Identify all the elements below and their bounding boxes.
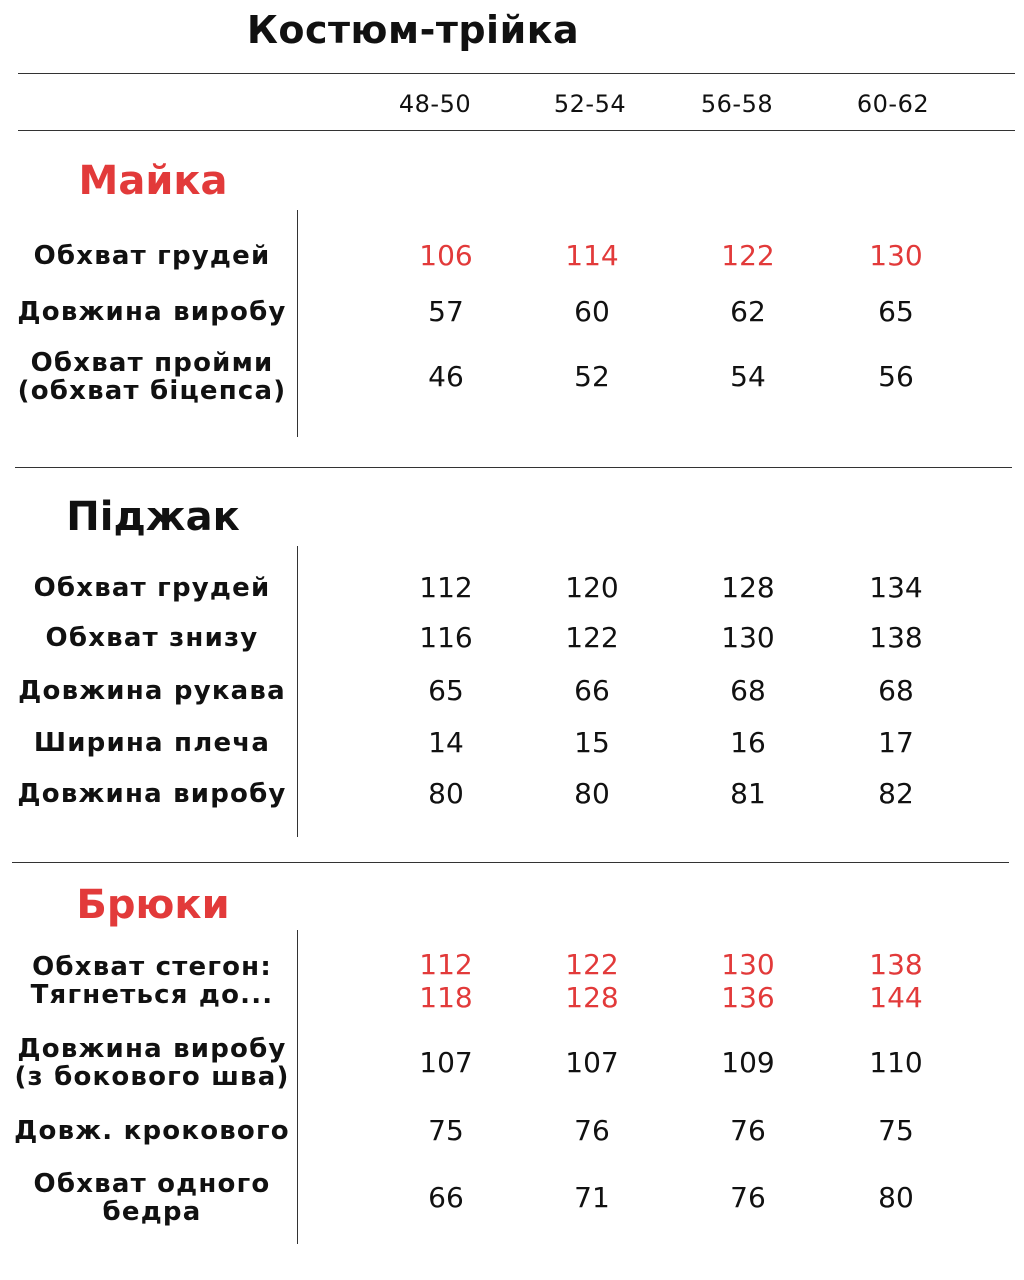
value-cell: [683, 622, 813, 654]
value-cell: [683, 948, 813, 1014]
value-cell: [683, 572, 813, 604]
value: 14: [428, 726, 464, 759]
value: 76: [730, 1114, 766, 1147]
value-cell: [831, 1182, 961, 1214]
row-label: [10, 953, 294, 1009]
value: 57: [428, 295, 464, 328]
value-cell: [683, 240, 813, 272]
vertical-divider: [297, 930, 298, 1244]
value: 80: [878, 1181, 914, 1214]
value: 17: [878, 726, 914, 759]
row-label-line: Ширина плеча: [33, 728, 271, 758]
value: 120: [565, 571, 619, 604]
value-max: 128: [565, 981, 619, 1014]
value: 134: [869, 571, 923, 604]
value-cell: [831, 1115, 961, 1147]
value: 106: [419, 239, 473, 272]
value: 66: [428, 1181, 464, 1214]
value-cell: [527, 622, 657, 654]
value-cell: [683, 361, 813, 393]
value: 15: [574, 726, 610, 759]
row-label-line: Довж. крокового: [14, 1116, 290, 1146]
value-cell: [381, 1182, 511, 1214]
value: 107: [565, 1046, 619, 1079]
value: 110: [869, 1046, 923, 1079]
row-label: [10, 1035, 294, 1091]
size-header: 60-62: [856, 90, 930, 118]
row-label: [10, 574, 294, 602]
section-title: Піджак: [66, 494, 240, 540]
section-divider: [15, 467, 1012, 468]
value: 66: [574, 674, 610, 707]
value-cell: [683, 727, 813, 759]
section-title: Брюки: [76, 882, 230, 928]
value-cell: [831, 778, 961, 810]
row-label-line: (обхват біцепса): [17, 376, 287, 406]
value-cell: [527, 727, 657, 759]
value: 60: [574, 295, 610, 328]
value-cell: [381, 727, 511, 759]
row-label-line: Довжина виробу: [17, 779, 287, 809]
value-cell: [831, 675, 961, 707]
row-label-line: Обхват пройми: [30, 348, 274, 378]
vertical-divider: [297, 546, 298, 837]
value-cell: [381, 675, 511, 707]
value-cell: [381, 778, 511, 810]
value: 52: [574, 360, 610, 393]
value: 62: [730, 295, 766, 328]
row-label-line: Обхват стегон:: [32, 952, 272, 982]
value: 116: [419, 621, 473, 654]
row-label-line: бедра: [102, 1197, 202, 1227]
row-label-line: Довжина рукава: [18, 676, 286, 706]
section-divider: [12, 862, 1009, 863]
value: 112: [419, 948, 473, 981]
value: 130: [721, 948, 775, 981]
size-header: 48-50: [398, 90, 472, 118]
row-label: [10, 729, 294, 757]
value: 75: [428, 1114, 464, 1147]
value: 114: [565, 239, 619, 272]
divider: [18, 130, 1015, 131]
value-cell: [683, 1115, 813, 1147]
value: 56: [878, 360, 914, 393]
row-label: [10, 298, 294, 326]
row-label-line: Довжина виробу: [17, 1034, 287, 1064]
value-cell: [527, 361, 657, 393]
row-label: [10, 1117, 294, 1145]
value-cell: [527, 675, 657, 707]
value: 76: [574, 1114, 610, 1147]
value-cell: [381, 361, 511, 393]
value: 130: [869, 239, 923, 272]
value-cell: [683, 1047, 813, 1079]
row-label-line: Обхват знизу: [45, 623, 259, 653]
value: 80: [574, 777, 610, 810]
value: 112: [419, 571, 473, 604]
value-cell: [527, 778, 657, 810]
value: 16: [730, 726, 766, 759]
value: 109: [721, 1046, 775, 1079]
value: 68: [878, 674, 914, 707]
value-cell: [381, 296, 511, 328]
row-label-line: Довжина виробу: [17, 297, 287, 327]
value: 138: [869, 948, 923, 981]
value: 122: [565, 621, 619, 654]
row-label-line: Тягнеться до...: [30, 980, 274, 1010]
value-max: 144: [869, 981, 923, 1014]
value-cell: [527, 572, 657, 604]
value-cell: [683, 675, 813, 707]
value: 82: [878, 777, 914, 810]
value: 122: [565, 948, 619, 981]
value-cell: [381, 572, 511, 604]
row-label-line: Обхват грудей: [33, 241, 271, 271]
value-cell: [683, 296, 813, 328]
value-cell: [381, 948, 511, 1014]
value-cell: [683, 1182, 813, 1214]
row-label: [10, 677, 294, 705]
value: 122: [721, 239, 775, 272]
value: 107: [419, 1046, 473, 1079]
value-cell: [527, 1115, 657, 1147]
size-header: 56-58: [700, 90, 774, 118]
row-label: [10, 624, 294, 652]
value-cell: [527, 1182, 657, 1214]
row-label-line: Обхват одного: [33, 1169, 271, 1199]
value: 68: [730, 674, 766, 707]
row-label-line: Обхват грудей: [33, 573, 271, 603]
divider: [18, 73, 1015, 74]
value-cell: [831, 361, 961, 393]
value-cell: [381, 1047, 511, 1079]
value: 81: [730, 777, 766, 810]
value-cell: [831, 1047, 961, 1079]
row-label: [10, 1170, 294, 1226]
value: 71: [574, 1181, 610, 1214]
row-label: [10, 780, 294, 808]
value: 54: [730, 360, 766, 393]
value-max: 136: [721, 981, 775, 1014]
value-cell: [381, 622, 511, 654]
value-cell: [683, 778, 813, 810]
value: 80: [428, 777, 464, 810]
value-cell: [831, 622, 961, 654]
row-label-line: (з бокового шва): [14, 1062, 290, 1092]
value-cell: [831, 240, 961, 272]
value: 138: [869, 621, 923, 654]
value-cell: [831, 572, 961, 604]
vertical-divider: [297, 210, 298, 437]
value: 128: [721, 571, 775, 604]
value-cell: [381, 240, 511, 272]
size-header: 52-54: [553, 90, 627, 118]
value-cell: [527, 948, 657, 1014]
value: 65: [878, 295, 914, 328]
section-title: Майка: [78, 158, 228, 204]
value: 130: [721, 621, 775, 654]
value-cell: [831, 727, 961, 759]
row-label: [10, 349, 294, 405]
value-cell: [527, 296, 657, 328]
value: 46: [428, 360, 464, 393]
row-label: [10, 242, 294, 270]
value: 75: [878, 1114, 914, 1147]
value-cell: [527, 1047, 657, 1079]
value: 76: [730, 1181, 766, 1214]
value: 65: [428, 674, 464, 707]
value-max: 118: [419, 981, 473, 1014]
value-cell: [831, 296, 961, 328]
page-title: Костюм-трійка: [246, 8, 580, 52]
value-cell: [381, 1115, 511, 1147]
value-cell: [527, 240, 657, 272]
value-cell: [831, 948, 961, 1014]
